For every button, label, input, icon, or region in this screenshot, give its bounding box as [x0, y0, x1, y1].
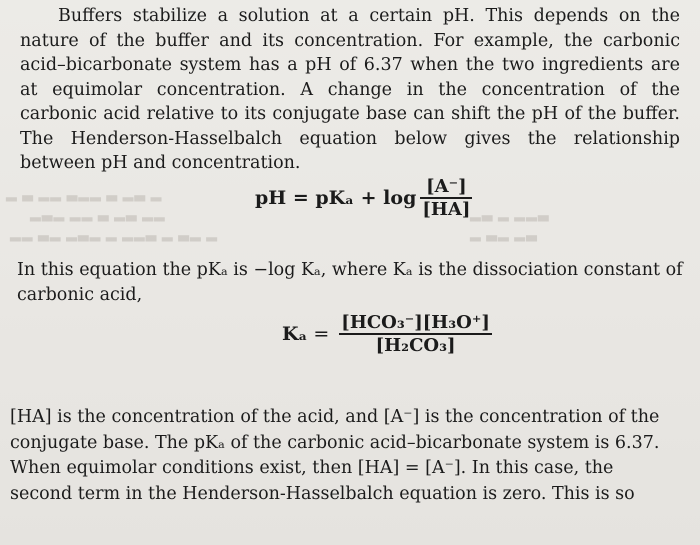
dissociation-constant-equation [282, 312, 492, 356]
show-through-text: ▂▃ ▂ ▂▂▃ [470, 207, 550, 222]
pka-definition-paragraph: In this equation the pKₐ is −log Kₐ, where Kₐ is the dissociation constant of carbonic acid, [17, 260, 683, 305]
text-line: conjugate base. The pKₐ of the carbonic acid–bicarbonate system is 6.37. [10, 432, 660, 453]
show-through-text: ▂▂ ▃▂ ▂▃▂ ▂ ▂▂▃ ▂ ▃▂ ▂ [10, 227, 218, 242]
show-through-text: ▂▃▂ ▂▂ ▃ ▂▃ ▂▂ [30, 207, 166, 222]
text-line: [HA] is the concentration of the acid, and [A⁻] is the concentration of the [10, 407, 660, 427]
show-through-text: ▂ ▃▂ ▂▃ [470, 227, 538, 242]
ka-fraction [339, 312, 492, 356]
log-fraction [420, 176, 472, 220]
show-through-text: ▂ ▃ ▂▂ ▃▂▂ ▃ ▂▃ ▂ [6, 187, 163, 202]
fraction-denominator: [HA] [422, 198, 471, 220]
text-line: When equimolar conditions exist, then [HA] = [A⁻]. In this case, the [10, 458, 614, 478]
intro-paragraph: Buffers stabilize a solution at a certain pH. This depends on the nature of the buffer and its concentration. For example, the carbonic acid–bicarbonate system has a pH of 6.37 when the two ingredients are at equimolar concentration. A change in the concentration of the carbonic acid relative to its conjugate base can shift the pH of the buffer. The Henderson-Hasselbalch equation below gives the relationship between pH and concentration. [20, 6, 680, 173]
henderson-hasselbalch-equation [255, 176, 472, 220]
fraction-denominator: [H₂CO₃] [375, 334, 456, 356]
equation-lhs: pH = pKₐ + log [255, 186, 417, 209]
equals-sign: = [313, 322, 330, 345]
text-line: second term in the Henderson-Hasselbalch equation is zero. This is so [10, 483, 635, 504]
explanation-paragraph [10, 405, 700, 507]
fraction-numerator: [HCO₃⁻][H₃O⁺] [341, 312, 490, 333]
fraction-numerator: [A⁻] [426, 176, 467, 197]
ka-symbol: Kₐ [282, 322, 308, 345]
